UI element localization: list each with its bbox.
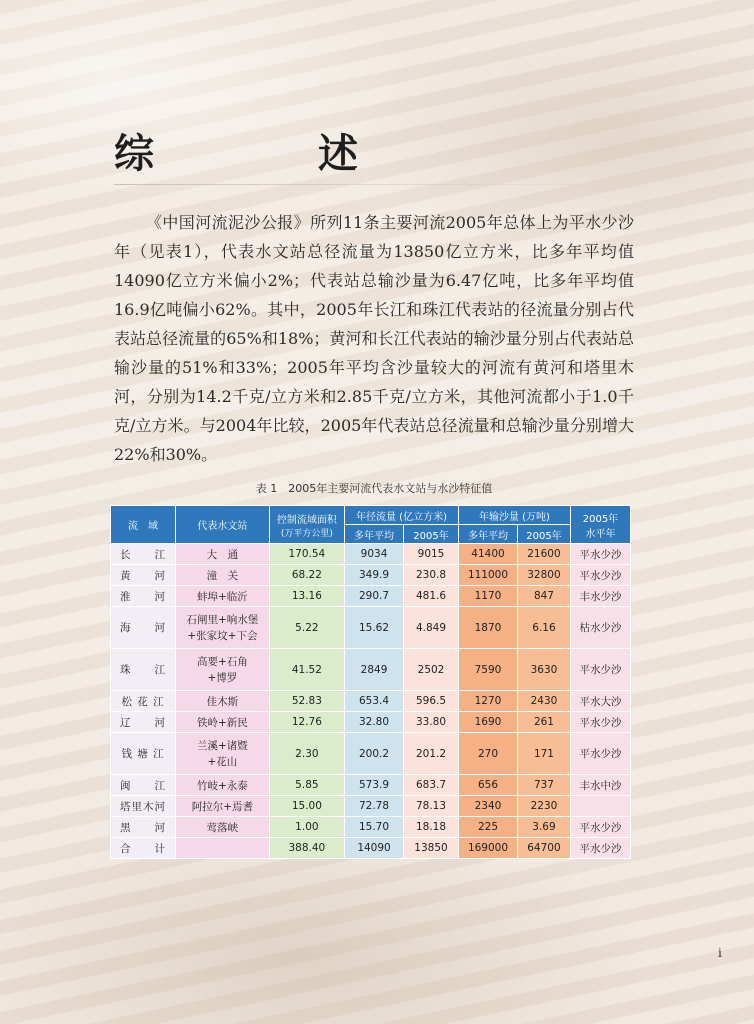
header-station: 代表水文站 — [176, 506, 270, 544]
runoff-2005-value: 230.8 — [404, 565, 459, 586]
level-value: 平水少沙 — [570, 733, 630, 775]
header-runoff-2005: 2005年 — [404, 525, 459, 544]
area-value: 12.76 — [269, 712, 344, 733]
page-number: i — [718, 946, 722, 960]
runoff-mean-value: 653.4 — [345, 691, 404, 712]
level-value: 平水少沙 — [570, 712, 630, 733]
sediment-2005-value: 737 — [518, 775, 571, 796]
sediment-mean-value: 1690 — [458, 712, 517, 733]
sediment-mean-value: 7590 — [458, 649, 517, 691]
station-name: 竹岐+永泰 — [176, 775, 270, 796]
sediment-mean-value: 1870 — [458, 607, 517, 649]
river-name: 钱 塘 江 — [111, 733, 176, 775]
sediment-2005-value: 3630 — [518, 649, 571, 691]
runoff-2005-value: 683.7 — [404, 775, 459, 796]
area-value: 1.00 — [269, 817, 344, 838]
level-value: 平水少沙 — [570, 817, 630, 838]
runoff-mean-value: 14090 — [345, 838, 404, 859]
area-value: 15.00 — [269, 796, 344, 817]
area-value: 170.54 — [269, 544, 344, 565]
table-row — [111, 586, 631, 607]
header-sed-2005: 2005年 — [518, 525, 571, 544]
runoff-mean-value: 200.2 — [345, 733, 404, 775]
table-total-row — [111, 838, 631, 859]
river-name: 长 江 — [111, 544, 176, 565]
runoff-2005-value: 2502 — [404, 649, 459, 691]
station-name — [176, 838, 270, 859]
station-name — [176, 607, 270, 649]
sediment-mean-value: 1170 — [458, 586, 517, 607]
sediment-mean-value: 225 — [458, 817, 517, 838]
area-value: 52.83 — [269, 691, 344, 712]
sediment-mean-value: 656 — [458, 775, 517, 796]
header-area-line2: (万平方公里) — [280, 528, 333, 539]
area-value: 41.52 — [269, 649, 344, 691]
station-name: 蚌埠+临沂 — [176, 586, 270, 607]
sediment-mean-value: 2340 — [458, 796, 517, 817]
runoff-2005-value: 4.849 — [404, 607, 459, 649]
area-value: 2.30 — [269, 733, 344, 775]
runoff-2005-value: 9015 — [404, 544, 459, 565]
station-line1: 高要+石角 — [197, 655, 248, 668]
sediment-2005-value: 32800 — [518, 565, 571, 586]
station-line1: 石闸里+响水堡 — [186, 613, 259, 626]
river-name: 塔里木河 — [111, 796, 176, 817]
runoff-mean-value: 290.7 — [345, 586, 404, 607]
runoff-2005-value: 481.6 — [404, 586, 459, 607]
table-row — [111, 649, 631, 691]
sediment-2005-value: 847 — [518, 586, 571, 607]
station-line2: +花山 — [207, 755, 238, 768]
station-line2: +博罗 — [207, 671, 238, 684]
sediment-mean-value: 169000 — [458, 838, 517, 859]
table-row — [111, 733, 631, 775]
river-name: 合 计 — [111, 838, 176, 859]
sediment-mean-value: 111000 — [458, 565, 517, 586]
header-sed-mean: 多年平均 — [458, 525, 517, 544]
runoff-mean-value: 15.70 — [345, 817, 404, 838]
table-row — [111, 817, 631, 838]
header-runoff-mean: 多年平均 — [345, 525, 404, 544]
station-name: 潼 关 — [176, 565, 270, 586]
level-value: 平水少沙 — [570, 649, 630, 691]
river-name: 闽 江 — [111, 775, 176, 796]
sediment-mean-value: 1270 — [458, 691, 517, 712]
station-name: 阿拉尔+焉耆 — [176, 796, 270, 817]
table-row — [111, 544, 631, 565]
sediment-mean-value: 41400 — [458, 544, 517, 565]
river-name: 黄 河 — [111, 565, 176, 586]
runoff-mean-value: 349.9 — [345, 565, 404, 586]
table-row — [111, 775, 631, 796]
area-value: 5.85 — [269, 775, 344, 796]
header-river: 流 域 — [111, 506, 176, 544]
level-value: 丰水中沙 — [570, 775, 630, 796]
area-value: 13.16 — [269, 586, 344, 607]
summary-paragraph: 《中国河流泥沙公报》所列11条主要河流2005年总体上为平水少沙年（见表1），代表水文站总径流量为13850亿立方米，比多年平均值14090亿立方米偏小2%；代表站总输沙量为6.47亿吨，比多年平均值16.9亿吨偏小62%。其中，2005年长江和珠江代表站的径流量分别占代表站总径流量的65%和18%；黄河和长江代表站的输沙量分别占代表站总输沙量的51%和33%；2005年平均含沙量较大的河流有黄河和塔里木河，分别为14.2千克/立方米和2.85千克/立方米，其他河流都小于1.0千克/立方米。与2004年比较，2005年代表站总径流量和总输沙量分别增大22%和30%。 — [114, 213, 634, 464]
river-name: 珠 江 — [111, 649, 176, 691]
runoff-mean-value: 2849 — [345, 649, 404, 691]
table-row — [111, 796, 631, 817]
level-value: 平水少沙 — [570, 544, 630, 565]
level-value: 平水少沙 — [570, 565, 630, 586]
sediment-2005-value: 21600 — [518, 544, 571, 565]
runoff-2005-value: 18.18 — [404, 817, 459, 838]
sediment-2005-value: 64700 — [518, 838, 571, 859]
page-title: 综 述 — [114, 130, 420, 177]
table-row — [111, 565, 631, 586]
table-row — [111, 712, 631, 733]
level-value: 枯水少沙 — [570, 607, 630, 649]
river-name: 黑 河 — [111, 817, 176, 838]
river-name: 辽 河 — [111, 712, 176, 733]
runoff-2005-value: 596.5 — [404, 691, 459, 712]
level-value — [570, 796, 630, 817]
runoff-2005-value: 78.13 — [404, 796, 459, 817]
table-caption: 表 1 2005年主要河流代表水文站与水沙特征值 — [255, 482, 493, 495]
area-value: 68.22 — [269, 565, 344, 586]
station-line2: +张家坟+下会 — [187, 629, 258, 642]
sediment-2005-value: 3.69 — [518, 817, 571, 838]
sediment-2005-value: 6.16 — [518, 607, 571, 649]
header-area-line1: 控制流域面积 — [276, 514, 337, 526]
runoff-mean-value: 32.80 — [345, 712, 404, 733]
runoff-2005-value: 201.2 — [404, 733, 459, 775]
header-sediment: 年输沙量 (万吨) — [458, 506, 570, 525]
river-name: 淮 河 — [111, 586, 176, 607]
river-data-table — [110, 505, 631, 859]
header-level-line2: 水平年 — [585, 528, 616, 540]
river-name: 松 花 江 — [111, 691, 176, 712]
station-name — [176, 733, 270, 775]
runoff-mean-value: 9034 — [345, 544, 404, 565]
level-value: 丰水少沙 — [570, 586, 630, 607]
station-name — [176, 649, 270, 691]
header-level — [570, 506, 630, 544]
level-value: 平水少沙 — [570, 838, 630, 859]
table-row — [111, 607, 631, 649]
table-body — [111, 544, 631, 859]
sediment-2005-value: 2230 — [518, 796, 571, 817]
runoff-mean-value: 573.9 — [345, 775, 404, 796]
area-value: 5.22 — [269, 607, 344, 649]
header-level-line1: 2005年 — [582, 513, 619, 525]
station-name: 莺落峡 — [176, 817, 270, 838]
header-area — [269, 506, 344, 544]
sediment-mean-value: 270 — [458, 733, 517, 775]
river-name: 海 河 — [111, 607, 176, 649]
title-divider — [114, 184, 634, 185]
runoff-2005-value: 33.80 — [404, 712, 459, 733]
table-row — [111, 691, 631, 712]
header-runoff: 年径流量 (亿立方米) — [345, 506, 459, 525]
area-value: 388.40 — [269, 838, 344, 859]
station-name: 大 通 — [176, 544, 270, 565]
sediment-2005-value: 261 — [518, 712, 571, 733]
station-name: 佳木斯 — [176, 691, 270, 712]
sediment-2005-value: 171 — [518, 733, 571, 775]
runoff-mean-value: 72.78 — [345, 796, 404, 817]
level-value: 平水大沙 — [570, 691, 630, 712]
station-line1: 兰溪+诸暨 — [197, 739, 248, 752]
station-name: 铁岭+新民 — [176, 712, 270, 733]
sediment-2005-value: 2430 — [518, 691, 571, 712]
runoff-2005-value: 13850 — [404, 838, 459, 859]
runoff-mean-value: 15.62 — [345, 607, 404, 649]
